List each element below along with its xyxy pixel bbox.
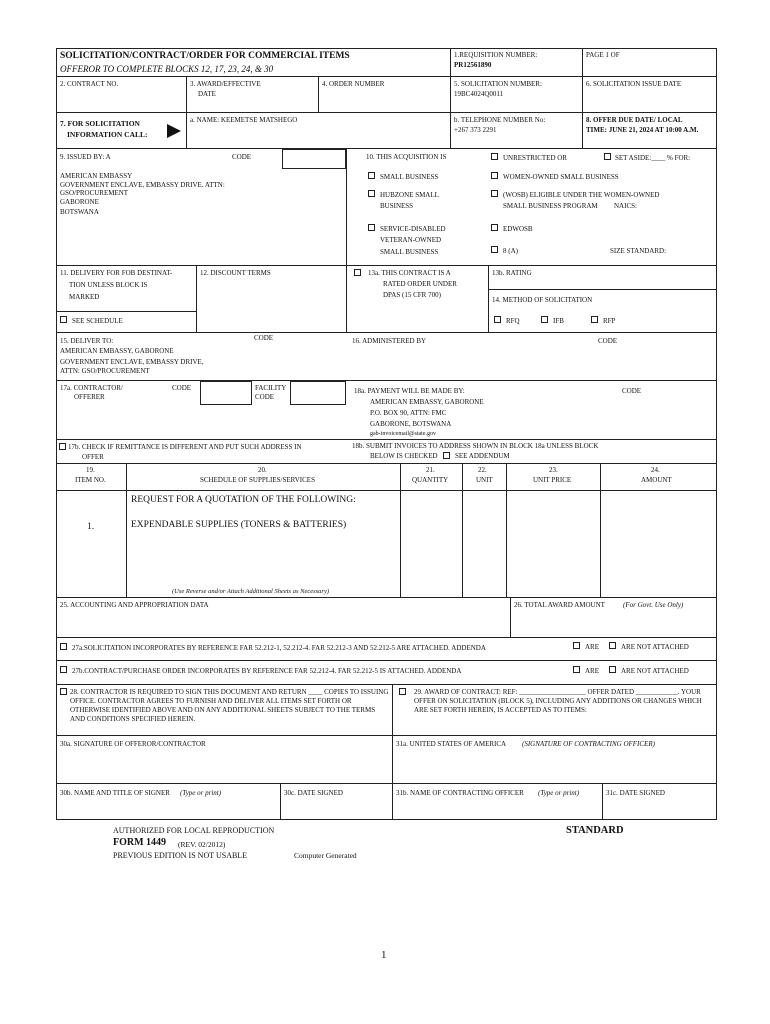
27b-are-not-checkbox[interactable]: [609, 666, 616, 673]
solicitation-method-label: 14. METHOD OF SOLICITATION: [492, 296, 593, 304]
administered-by-label: 16. ADMINISTERED BY: [352, 337, 427, 345]
27b-label: 27b.CONTRACT/PURCHASE ORDER INCORPORATES BY REFERENCE FAR 52.212-4. FAR 52.212-5 IS ATTACHED. ADDENDA: [72, 667, 462, 675]
hubzone-label-2: BUSINESS: [380, 202, 414, 210]
facility-code-label: FACILITY: [255, 384, 287, 392]
offer-due-date[interactable]: TIME: JUNE 21, 2024 AT 10:00 A.M.: [586, 126, 699, 134]
schedule-note: (Use Reverse and/or Attach Additional Sheets as Necessary): [172, 588, 329, 595]
col-amount: AMOUNT: [641, 476, 672, 484]
col-item-no: ITEM NO.: [75, 476, 106, 484]
award-date-label: 3. AWARD/EFFECTIVE: [190, 80, 261, 88]
hubzone-checkbox[interactable]: [368, 190, 375, 197]
col-21-num: 21.: [426, 466, 435, 474]
see-schedule-checkbox[interactable]: [60, 316, 67, 323]
page-number: 1: [381, 949, 387, 961]
col-23-num: 23.: [549, 466, 558, 474]
hubzone-label: HUBZONE SMALL: [380, 191, 439, 199]
form-subtitle: OFFEROR TO COMPLETE BLOCKS 12, 17, 23, 24, & 30: [60, 64, 274, 74]
sdvosb-label-2: VETERAN-OWNED: [380, 236, 442, 244]
rfp-checkbox[interactable]: [591, 316, 598, 323]
8a-checkbox[interactable]: [491, 246, 498, 253]
27b-are-checkbox[interactable]: [573, 666, 580, 673]
27a-are-checkbox[interactable]: [573, 642, 580, 649]
rated-order-label-2: RATED ORDER UNDER: [383, 280, 457, 288]
usa-signature-note: (SIGNATURE OF CONTRACTING OFFICER): [522, 740, 655, 748]
discount-terms-label: 12. DISCOUNT TERMS: [200, 269, 271, 277]
issued-by-address-4: GABORONE: [60, 198, 99, 206]
wosb-eligible-label: (WOSB) ELIGIBLE UNDER THE WOMEN-OWNED: [503, 191, 660, 199]
page-count-label: PAGE 1 OF: [586, 51, 620, 59]
8a-label: 8 (A): [503, 247, 518, 255]
unrestricted-checkbox[interactable]: [491, 153, 498, 160]
remittance-label-2: OFFER: [82, 453, 104, 461]
29-checkbox[interactable]: [399, 688, 406, 695]
telephone-label: b. TELEPHONE NUMBER No:: [454, 116, 546, 124]
contract-no-label: 2. CONTRACT NO.: [60, 80, 119, 88]
previous-edition-note: PREVIOUS EDITION IS NOT USABLE: [113, 851, 248, 860]
submit-invoices-label: 18b. SUBMIT INVOICES TO ADDRESS SHOWN IN BLOCK 18a UNLESS BLOCK: [352, 442, 599, 450]
usa-signature-label: 31a. UNITED STATES OF AMERICA: [396, 740, 507, 748]
27b-are-label: ARE: [585, 667, 599, 675]
naics-label: NAICS:: [614, 202, 637, 210]
payment-code-label: CODE: [622, 387, 642, 395]
col-quantity: QUANTITY: [412, 476, 449, 484]
issued-by-address-5: BOTSWANA: [60, 208, 99, 216]
acquisition-label: 10. THIS ACQUISITION IS: [366, 153, 447, 161]
small-business-label: SMALL BUSINESS: [380, 173, 439, 181]
rated-order-label-3: DPAS (15 CFR 700): [383, 291, 441, 299]
remittance-checkbox[interactable]: [59, 443, 66, 450]
ifb-label: IFB: [553, 317, 564, 325]
payment-address-2: P.O. BOX 90, ATTN: FMC: [370, 409, 447, 417]
solicitation-info-label-2: INFORMATION CALL:: [67, 130, 148, 139]
set-aside-label: SET ASIDE:____ % FOR:: [615, 154, 691, 162]
rated-order-checkbox[interactable]: [354, 269, 361, 276]
administered-by-code-label: CODE: [598, 337, 618, 345]
telephone-number[interactable]: +267 373 2291: [454, 126, 497, 134]
col-22-num: 22.: [478, 466, 487, 474]
payment-address-1: AMERICAN EMBASSY, GABORONE: [370, 398, 484, 406]
col-unit: UNIT: [476, 476, 493, 484]
ifb-checkbox[interactable]: [541, 316, 548, 323]
award-text: 29. AWARD OF CONTRACT: REF: ___________________ OFFER DATED ____________. YOUR OFFER ON SOLICITATION (BLOCK 5), INCLUDING ANY ADDITIONS OR CHANGES WHICH ARE SET FORTH HEREIN, IS ACCEPTED AS TO ITEMS:: [414, 688, 702, 715]
deliver-to-address-2: GOVERNMENT ENCLAVE, EMBASSY DRIVE,: [60, 358, 204, 366]
27b-checkbox[interactable]: [60, 666, 67, 673]
sdvosb-label-3: SMALL BUSINESS: [380, 248, 439, 256]
deliver-to-address-3: ATTN: GSO/PROCUREMENT: [60, 367, 150, 375]
wosb-checkbox[interactable]: [491, 172, 498, 179]
deliver-to-label: 15. DELIVER TO:: [60, 337, 114, 345]
see-addendum-checkbox[interactable]: [443, 452, 450, 459]
edwosb-checkbox[interactable]: [491, 224, 498, 231]
offeror-date-label: 30c. DATE SIGNED: [284, 789, 343, 797]
28-checkbox[interactable]: [60, 688, 67, 695]
wosb-eligible-label-2: SMALL BUSINESS PROGRAM: [503, 202, 598, 210]
issued-by-label: 9. ISSUED BY: A: [60, 153, 111, 161]
col-19-num: 19.: [86, 466, 95, 474]
order-number-label: 4. ORDER NUMBER: [322, 80, 385, 88]
request-heading: REQUEST FOR A QUOTATION OF THE FOLLOWING:: [131, 495, 356, 505]
contact-name[interactable]: a. NAME: KEEMETSE MATSHEGO: [190, 116, 298, 124]
contractor-sign-text: 28. CONTRACTOR IS REQUIRED TO SIGN THIS DOCUMENT AND RETURN ____ COPIES TO ISSUING OFFICE. CONTRACTOR AGREES TO FURNISH AND DELIVER ALL ITEMS SET FORTH OR OTHERWISE IDENTIFIED ABOVE AND ON ANY ADDITIONAL SHEETS SUBJECT TO THE TERMS AND CONDITIONS SPECIFIED HEREIN.: [70, 688, 389, 724]
issued-by-code-field[interactable]: [282, 149, 346, 169]
delivery-fob-label-2: TION UNLESS BLOCK IS: [69, 281, 148, 289]
computer-generated-note: Computer Generated: [294, 851, 357, 860]
issued-by-code-label: CODE: [232, 153, 252, 161]
delivery-fob-label-3: MARKED: [69, 293, 100, 301]
offeror-signature-label: 30a. SIGNATURE OF OFFEROR/CONTRACTOR: [60, 740, 206, 748]
delivery-fob-label: 11. DELIVERY FOR FOB DESTINAT-: [60, 269, 173, 277]
wosb-eligible-checkbox[interactable]: [491, 190, 498, 197]
total-award-label: 26. TOTAL AWARD AMOUNT: [514, 601, 605, 609]
rated-order-label: 13a. THIS CONTRACT IS A: [368, 269, 451, 277]
form-title: SOLICITATION/CONTRACT/ORDER FOR COMMERCIAL ITEMS: [60, 51, 350, 61]
solicitation-info-label: 7. FOR SOLICITATION: [60, 119, 140, 128]
edwosb-label: EDWOSB: [503, 225, 533, 233]
form-number: FORM 1449: [113, 837, 167, 848]
offer-due-label: 8. OFFER DUE DATE/ LOCAL: [586, 116, 683, 124]
line-item-description[interactable]: EXPENDABLE SUPPLIES (TONERS & BATTERIES): [131, 520, 347, 530]
contractor-code-field[interactable]: [200, 381, 252, 405]
form-revision: (REV. 02/2012): [178, 840, 226, 849]
payment-address-3: GABORONE, BOTSWANA: [370, 420, 452, 428]
deliver-to-code-label: CODE: [254, 334, 274, 342]
see-schedule-label: SEE SCHEDULE: [72, 317, 123, 325]
issued-by-address-2: GOVERNMENT ENCLAVE, EMBASSY DRIVE. ATTN:: [60, 181, 225, 189]
accounting-label: 25. ACCOUNTING AND APPROPRIATION DATA: [60, 601, 209, 609]
requisition-label: 1.REQUISITION NUMBER:: [454, 51, 538, 59]
deliver-to-address-1: AMERICAN EMBASSY, GABORONE: [60, 347, 174, 355]
rfq-checkbox[interactable]: [494, 316, 501, 323]
sdvosb-checkbox[interactable]: [368, 224, 375, 231]
officer-name-note: (Type or print): [538, 789, 580, 797]
col-schedule: SCHEDULE OF SUPPLIES/SERVICES: [200, 476, 315, 484]
27a-are-not-checkbox[interactable]: [609, 642, 616, 649]
solicitation-number[interactable]: 19BC4024Q0011: [454, 90, 504, 98]
27a-are-label: ARE: [585, 643, 599, 651]
payment-label: 18a. PAYMENT WILL BE MADE BY:: [354, 387, 465, 395]
size-standard-label: SIZE STANDARD:: [610, 247, 667, 255]
payment-email: gab-invoicemail@state.gov: [370, 431, 437, 437]
col-unit-price: UNIT PRICE: [533, 476, 572, 484]
remittance-label: 17b. CHECK IF REMITTANCE IS DIFFERENT AND PUT SUCH ADDRESS IN: [68, 443, 302, 451]
contractor-label: 17a. CONTRACTOR/: [60, 384, 123, 392]
see-addendum-label: SEE ADDENDUM: [455, 452, 510, 460]
requisition-number[interactable]: PR12561890: [454, 61, 492, 69]
wosb-label: WOMEN-OWNED SMALL BUSINESS: [503, 173, 619, 181]
unrestricted-label: UNRESTRICTED OR: [503, 154, 567, 162]
line-item-number: 1.: [87, 522, 95, 532]
arrow-right-icon: [166, 123, 182, 139]
col-24-num: 24.: [651, 466, 660, 474]
issue-date-label: 6. SOLICITATION ISSUE DATE: [586, 80, 682, 88]
authorized-reproduction: AUTHORIZED FOR LOCAL REPRODUCTION: [113, 826, 275, 835]
rfq-label: RFQ: [506, 317, 520, 325]
contractor-code-label: CODE: [172, 384, 192, 392]
facility-code-field[interactable]: [290, 381, 346, 405]
submit-invoices-label-2: BELOW IS CHECKED: [370, 452, 438, 460]
signer-name-label: 30b. NAME AND TITLE OF SIGNER: [60, 789, 170, 797]
solicitation-number-label: 5. SOLICITATION NUMBER:: [454, 80, 542, 88]
27a-checkbox[interactable]: [60, 643, 67, 650]
facility-code-label-2: CODE: [255, 393, 275, 401]
set-aside-checkbox[interactable]: [604, 153, 611, 160]
27b-are-not-label: ARE NOT ATTACHED: [621, 667, 689, 675]
officer-date-label: 31c. DATE SIGNED: [606, 789, 665, 797]
small-business-checkbox[interactable]: [368, 172, 375, 179]
col-20-num: 20.: [258, 466, 267, 474]
standard-label: STANDARD: [566, 825, 624, 836]
issued-by-address-1: AMERICAN EMBASSY: [60, 172, 133, 180]
contractor-label-2: OFFERER: [74, 393, 105, 401]
total-award-note: (For Govt. Use Only): [623, 601, 684, 609]
issued-by-address-3: GSO/PROCUREMENT: [60, 189, 129, 197]
27a-are-not-label: ARE NOT ATTACHED: [621, 643, 689, 651]
sdvosb-label: SERVICE-DISABLED: [380, 225, 446, 233]
officer-name-label: 31b. NAME OF CONTRACTING OFFICER: [396, 789, 524, 797]
rfp-label: RFP: [603, 317, 616, 325]
award-date-label-2: DATE: [198, 90, 216, 98]
27a-label: 27a.SOLICITATION INCORPORATES BY REFERENCE FAR 52.212-1, 52.212-4. FAR 52.212-3 AND 52.212-5 ARE ATTACHED. ADDENDA: [72, 644, 486, 652]
rating-label: 13b. RATING: [492, 269, 532, 277]
signer-name-note: (Type or print): [180, 789, 222, 797]
